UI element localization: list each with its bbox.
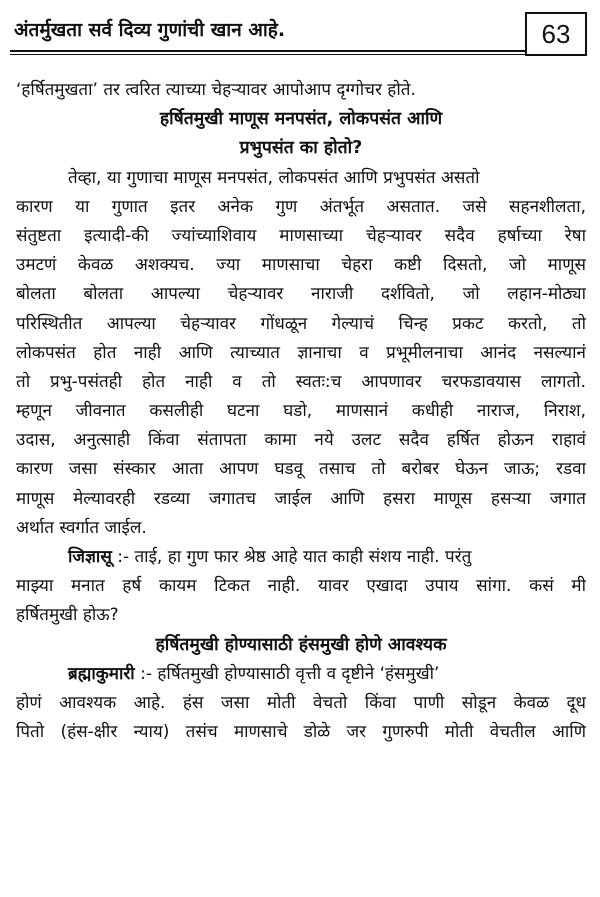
- page-number-box: [525, 12, 587, 56]
- text-line: संतुष्टता इत्यादी-की ज्यांच्याशिवाय माणसाच्या चेहऱ्यावर सदैव हर्षाच्या रेषा: [16, 225, 586, 246]
- text-line: माझ्या मनात हर्ष कायम टिकत नाही. यावर एखादा उपाय सांगा. कसं मी: [16, 576, 586, 597]
- section-heading: हर्षितमुखी माणूस मनपसंत, लोकपसंत आणि: [159, 109, 443, 130]
- section-heading: हर्षितमुखी होण्यासाठी हंसमुखी होणे आवश्यक: [155, 634, 447, 655]
- text-line: तो प्रभु-पसंतही होत नाही व तो स्वतः:च आपणावर चरफडावयास लागतो.: [16, 371, 586, 392]
- text-line: बोलता बोलता आपल्या चेहऱ्यावर नाराजी दर्शवितो, जो लहान-मोठ्या: [16, 284, 586, 305]
- text-line: अर्थात स्वर्गात जाईल.: [16, 517, 147, 538]
- page-header: [0, 0, 600, 58]
- dialogue-text: :- हर्षितमुखी होण्यासाठी वृत्ती व दृष्टीने ‘हंसमुखी’: [134, 663, 440, 684]
- text-line: पितो (हंस-क्षीर न्याय) तसंच माणसाचे डोळे जर गुणरुपी मोती वेचतील आणि: [16, 722, 586, 743]
- header-rule: [10, 50, 525, 55]
- speaker-name: ब्रह्माकुमारी: [68, 663, 135, 684]
- text-line: उमटणं केवळ अशक्यच. ज्या माणसाचा चेहरा कष्टी दिसतो, जो माणूस: [16, 255, 586, 276]
- text-line: कारण या गुणात इतर अनेक गुण अंतर्भूत असतात. जसे सहनशीलता,: [16, 196, 586, 217]
- speaker-name: जिज्ञासू: [68, 547, 112, 567]
- page-number: 63: [541, 18, 571, 49]
- text-line: परिस्थितीत आपल्या चेहऱ्यावर गोंधळून गेल्याचं चिन्ह प्रकट करतो, तो: [16, 313, 586, 334]
- text-line: माणूस मेल्यावरही रडव्या जगातच जाईल आणि हसरा माणूस हसऱ्या जगात: [16, 488, 586, 509]
- text-line: ‘हर्षितमुखता’ तर त्वरित त्याच्या चेहऱ्यावर आपोआप दृग्गोचर होते.: [16, 80, 416, 100]
- text-line: होणं आवश्यक आहे. हंस जसा मोती वेचतो किंवा पाणी सोडून केवळ दूध: [16, 692, 586, 713]
- body-text: [16, 76, 586, 747]
- dialogue-line: [16, 660, 586, 689]
- dialogue-line: [16, 543, 586, 572]
- running-title: अंतर्मुखता सर्व दिव्य गुणांची खान आहे.: [14, 19, 286, 41]
- text-line: तेव्हा, या गुणाचा माणूस मनपसंत, लोकपसंत आणि प्रभुपसंत असतो: [68, 167, 480, 188]
- text-line: म्हणून जीवनात कसलीही घटना घडो, माणसानं कधीही नाराज, निराश,: [16, 401, 586, 422]
- text-line: उदास, अनुत्साही किंवा संतापता कामा नये उलट सदैव हर्षित होऊन राहावं: [16, 430, 586, 451]
- text-line: हर्षितमुखी होऊ?: [16, 605, 119, 626]
- dialogue-text: :- ताई, हा गुण फार श्रेष्ठ आहे यात काही संशय नाही. परंतु: [111, 547, 472, 567]
- section-heading: प्रभुपसंत का होतो?: [239, 138, 363, 159]
- text-line: कारण जसा संस्कार आता आपण घडवू तसाच तो बरोबर घेऊन जाऊ; रडवा: [16, 459, 586, 480]
- text-line: लोकपसंत होत नाही आणि त्याच्यात ज्ञानाचा व प्रभूमीलनाचा आनंद नसल्यानं: [16, 342, 586, 363]
